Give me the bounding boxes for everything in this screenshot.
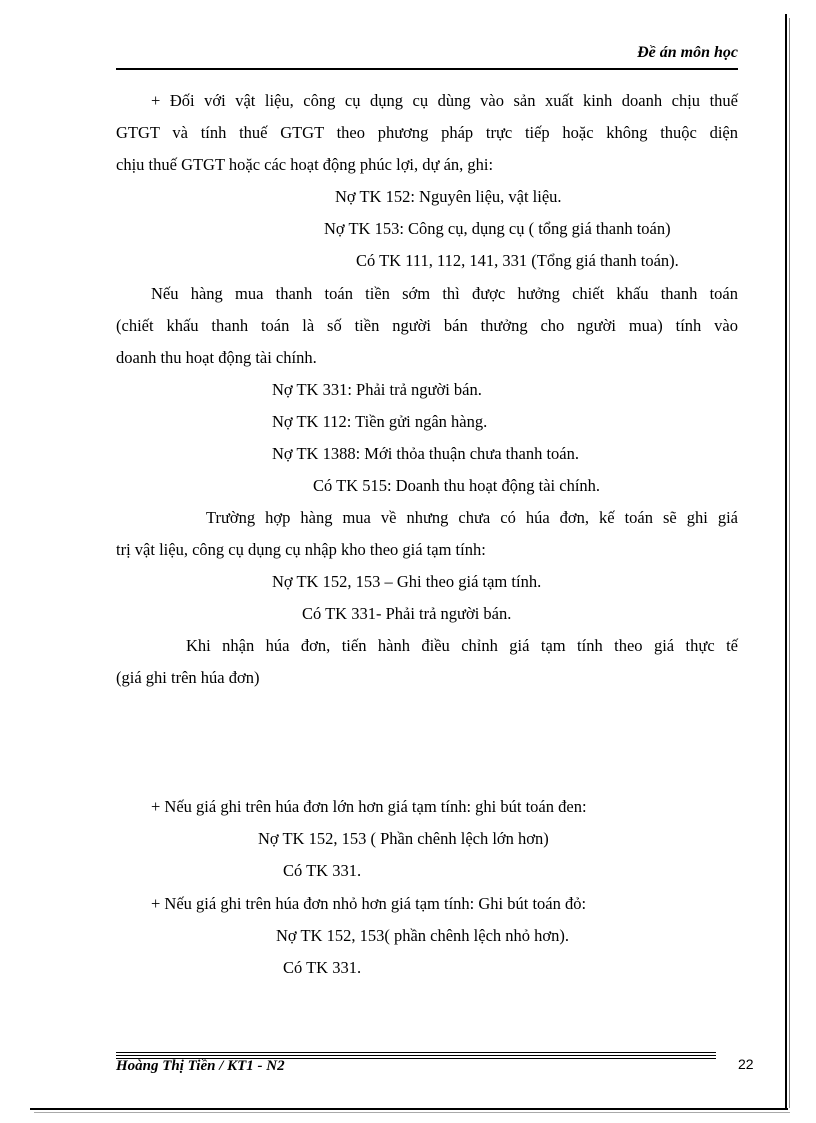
footer-rule xyxy=(116,1052,716,1053)
journal-entry: Nợ TK 112: Tiền gửi ngân hàng. xyxy=(272,412,488,431)
journal-entry: Có TK 111, 112, 141, 331 (Tổng giá thanh toán). xyxy=(356,251,679,270)
paragraph-line: Nếu hàng mua thanh toán tiền sớm thì được hưởng chiết khấu thanh toán xyxy=(151,284,738,303)
journal-entry: Có TK 515: Doanh thu hoạt động tài chính. xyxy=(313,476,601,495)
paragraph-line: + Nếu giá ghi trên húa đơn nhỏ hơn giá tạm tính: Ghi bút toán đỏ: xyxy=(151,894,587,913)
border-bottom-shadow xyxy=(34,1112,790,1113)
journal-entry: Nợ TK 152, 153 – Ghi theo giá tạm tính. xyxy=(272,572,542,591)
border-right-shadow xyxy=(789,18,790,1108)
journal-entry: Có TK 331. xyxy=(283,861,362,880)
paragraph-line: GTGT và tính thuế GTGT theo phương pháp trực tiếp hoặc không thuộc diện xyxy=(116,123,738,142)
journal-entry: Có TK 331- Phải trả người bán. xyxy=(302,604,512,623)
journal-entry: Nợ TK 331: Phải trả người bán. xyxy=(272,380,482,399)
journal-entry: Nợ TK 153: Công cụ, dụng cụ ( tổng giá thanh toán) xyxy=(324,219,671,238)
journal-entry: Nợ TK 152: Nguyên liệu, vật liệu. xyxy=(335,187,562,206)
page-number: 22 xyxy=(738,1056,754,1072)
footer-rule xyxy=(116,1055,716,1056)
paragraph-line: + Nếu giá ghi trên húa đơn lớn hơn giá tạm tính: ghi bút toán đen: xyxy=(151,797,587,816)
paragraph-line: Trường hợp hàng mua về nhưng chưa có húa đơn, kế toán sẽ ghi giá xyxy=(206,508,738,527)
journal-entry: Nợ TK 1388: Mới thỏa thuận chưa thanh toán. xyxy=(272,444,579,463)
header-rule xyxy=(116,68,738,70)
paragraph-line: (giá ghi trên húa đơn) xyxy=(116,668,260,687)
paragraph-line: + Đối với vật liệu, công cụ dụng cụ dùng vào sản xuất kinh doanh chịu thuế xyxy=(151,91,738,110)
journal-entry: Có TK 331. xyxy=(283,958,362,977)
paragraph-line: Khi nhận húa đơn, tiến hành điều chỉnh giá tạm tính theo giá thực tế xyxy=(186,636,738,655)
journal-entry: Nợ TK 152, 153 ( Phần chênh lệch lớn hơn) xyxy=(258,829,549,848)
border-bottom xyxy=(30,1108,788,1110)
header-title: Đề án môn học xyxy=(637,44,738,61)
paragraph-line: trị vật liệu, công cụ dụng cụ nhập kho theo giá tạm tính: xyxy=(116,540,486,559)
footer-author: Hoàng Thị Tiền / KT1 - N2 xyxy=(116,1058,285,1074)
paragraph-line: (chiết khấu thanh toán là số tiền người bán thưởng cho người mua) tính vào xyxy=(116,316,738,335)
paragraph-line: chịu thuế GTGT hoặc các hoạt động phúc lợi, dự án, ghi: xyxy=(116,155,494,174)
paragraph-line: doanh thu hoạt động tài chính. xyxy=(116,348,317,367)
border-right xyxy=(785,14,787,1108)
journal-entry: Nợ TK 152, 153( phần chênh lệch nhỏ hơn). xyxy=(276,926,570,945)
